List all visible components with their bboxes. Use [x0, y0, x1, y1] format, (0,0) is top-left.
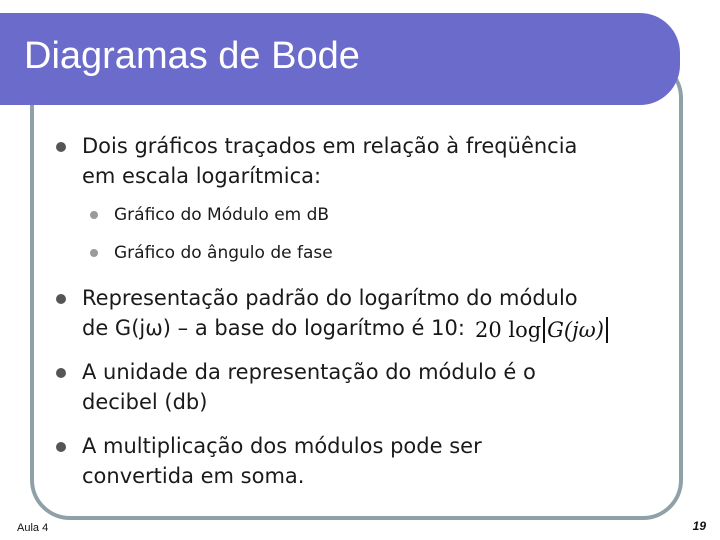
formula-expr: G(jω) — [547, 318, 604, 342]
bullet-item — [82, 283, 682, 345]
abs-bar-left — [543, 317, 545, 343]
subbullet-icon — [90, 211, 98, 219]
subbullet-text: Gráfico do ângulo de fase — [114, 243, 333, 263]
log-magnitude-formula — [475, 315, 610, 345]
bullet-icon — [56, 442, 66, 452]
subbullet-item — [114, 238, 634, 268]
abs-bar-right — [606, 317, 608, 343]
bullet-item — [82, 131, 682, 191]
bullet-text-line2-text: de G(jω) – a base do logarítmo é 10: — [82, 316, 465, 340]
footer-label: Aula 4 — [17, 522, 49, 534]
subbullet-item — [114, 200, 634, 230]
subbullet-text: Gráfico do Módulo em dB — [114, 205, 330, 225]
bullet-text-line1: A multiplicação dos módulos pode ser — [82, 434, 482, 458]
bullet-item — [82, 357, 682, 417]
formula-coef: 20 log — [474, 318, 542, 342]
bullet-text-line2 — [82, 313, 682, 345]
bullet-text-line2: convertida em soma. — [82, 464, 305, 488]
page-number: 19 — [692, 519, 706, 533]
bullet-text-line2: decibel (db) — [82, 390, 208, 414]
bullet-icon — [56, 142, 66, 152]
bullet-item — [82, 431, 682, 491]
bullet-text-line1: A unidade da representação do módulo é o — [82, 360, 536, 384]
slide-title: Diagramas de Bode — [24, 35, 360, 77]
bullet-icon — [56, 294, 66, 304]
bullet-icon — [56, 368, 66, 378]
subbullet-icon — [90, 249, 98, 257]
bullet-text-line1: Dois gráficos traçados em relação à freqüência — [82, 134, 578, 158]
bullet-text-line1: Representação padrão do logarítmo do módulo — [82, 286, 578, 310]
bullet-text-line2: em escala logarítmica: — [82, 164, 322, 188]
